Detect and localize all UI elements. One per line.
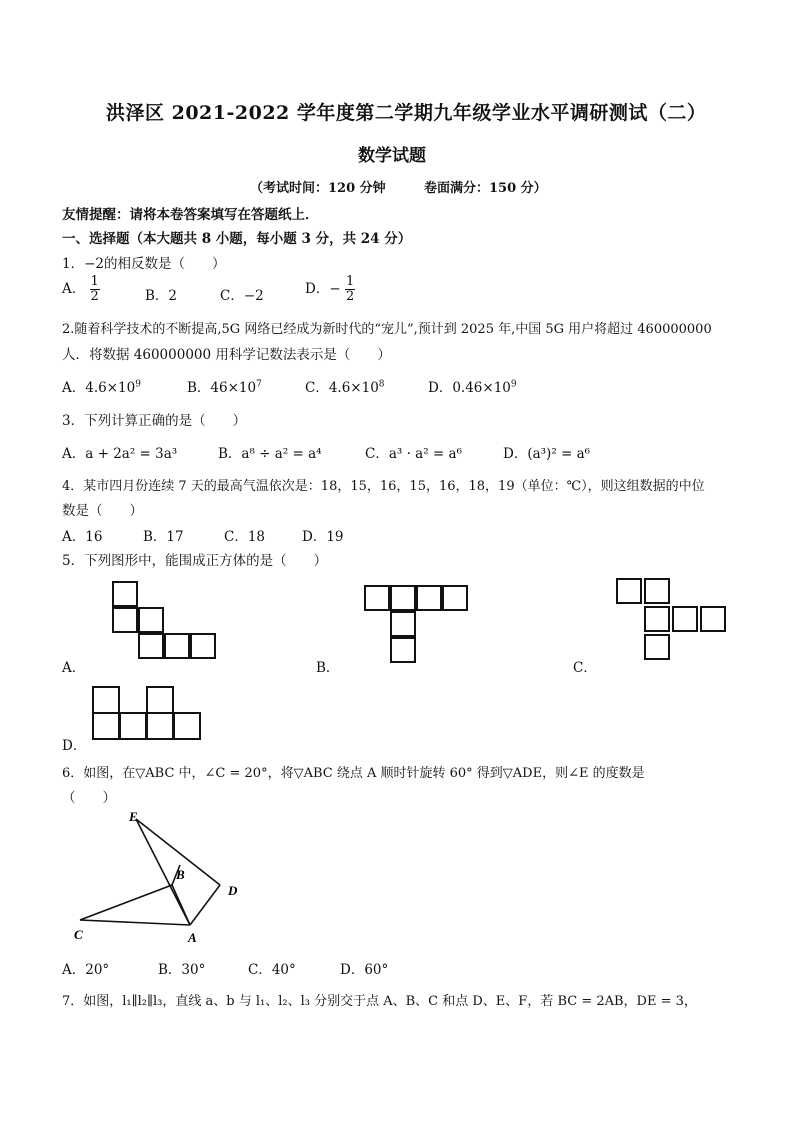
rotation-triangle-figure [60,805,260,950]
option-d-label: D．− [305,281,341,297]
question-1-stem: 1．−2的相反数是（ ） [62,256,226,272]
cube-net-c [616,578,728,662]
question-5-option-a: A． [62,660,86,676]
question-1-option-a [62,275,100,304]
reminder: 友情提醒：请将本卷答案填写在答题纸上． [62,207,319,223]
question-4-option-b: B．17 [143,529,184,545]
question-2-stem-line-2: 人．将数据 460000000 用科学记数法表示是（ ） [62,347,391,363]
question-1-option-c: C．−2 [220,288,264,304]
question-5-option-d: D． [62,738,87,754]
question-6-option-c: C．40° [248,962,296,978]
question-4-stem-line-1: 4．某市四月份连续 7 天的最高气温依次是：18，15，16，15，16，18，19（单位：℃），则这组数据的中位 [62,479,705,494]
question-3-option-b: B．a⁸ ÷ a² = a⁴ [218,446,322,462]
question-4-option-d: D．19 [302,529,344,545]
question-5-option-c: C． [573,660,597,676]
point-e-label: E [129,809,138,824]
question-6-option-a: A．20° [62,962,110,978]
question-6-option-b: B．30° [158,962,206,978]
question-5-stem: 5．下列图形中，能围成正方体的是（ ） [62,553,328,569]
exam-score-info: 卷面满分：150 分） [424,181,547,196]
cube-net-b [364,585,472,665]
fraction-one-half: $\frac{1}{2}$ [90,274,99,304]
question-2-option-d: D．$0.46\times 10^9$ [428,379,517,396]
point-c-label: C [74,927,83,942]
option-a-label: A． [62,281,86,297]
question-3-option-d: D．(a³)² = a⁶ [503,446,591,462]
exam-title: 洪泽区 2021-2022 学年度第二学期九年级学业水平调研测试（二） [106,102,707,124]
exam-subject: 数学试题 [358,146,426,166]
cube-net-a [112,581,218,663]
point-a-label: A [188,930,197,945]
exam-time-info: （考试时间：120 分钟 [250,181,386,196]
question-1-option-d [305,275,355,304]
question-3-option-a: A．a + 2a² = 3a³ [62,446,178,462]
question-5-option-b: B． [316,660,340,676]
question-6-stem-line-2: （ ） [62,790,116,806]
question-4-option-a: A．16 [62,529,103,545]
question-4-stem-line-2: 数是（ ） [62,503,143,519]
question-2-option-c: C．$4.6\times 10^8$ [305,379,385,396]
section-heading: 一、选择题（本大题共 8 小题，每小题 3 分，共 24 分） [62,231,412,247]
question-2-stem-line-1: 2.随着科学技术的不断提高,5G 网络已经成为新时代的“宠儿”,预计到 2025 年,中国 5G 用户将超过 460000000 [62,322,712,337]
question-3-stem: 3．下列计算正确的是（ ） [62,413,247,429]
question-3-option-c: C．a³ · a² = a⁶ [365,446,462,462]
point-d-label: D [228,883,238,898]
question-4-option-c: C．18 [224,529,266,545]
question-2-option-b: B．$46\times 10^7$ [187,379,262,396]
cube-net-d [92,686,202,740]
question-1-option-b: B．2 [145,288,178,304]
question-2-option-a: A．$4.6\times 10^9$ [62,379,141,396]
question-7-stem: 7．如图，l₁∥l₂∥l₃，直线 a、b 与 l₁、l₂、l₃ 分别交于点 A、B、C 和点 D、E、F，若 BC = 2AB，DE = 3， [62,994,697,1009]
fraction-one-half: $\frac{1}{2}$ [345,274,355,304]
question-6-stem-line-1: 6．如图，在▽ABC 中，∠C = 20°，将▽ABC 绕点 A 顺时针旋转 60° 得到▽ADE，则∠E 的度数是 [62,766,645,781]
question-6-option-d: D．60° [340,962,389,978]
point-b-label: B [176,867,185,882]
